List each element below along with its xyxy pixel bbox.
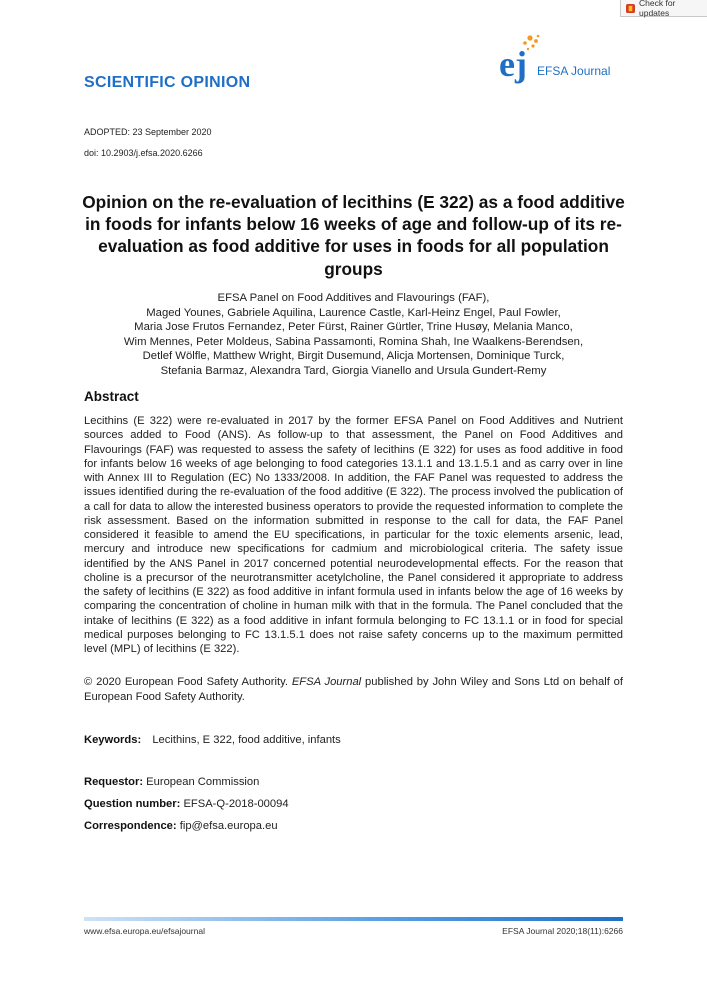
correspondence-label: Correspondence: [84,820,177,832]
copyright-notice [84,675,623,705]
question-number-row [84,798,289,810]
question-number-value: EFSA-Q-2018-00094 [183,798,289,810]
abstract-heading: Abstract [84,389,139,404]
footer-divider [84,917,623,921]
abstract-text: Lecithins (E 322) were re-evaluated in 2017 by the former EFSA Panel on Food Additives and Nutrient sources added to Food (ANS). As follow-up to that assessment, the Panel on Food Additives and Flavourings (FAF) was requested to assess the safety of lecithins (E 322) for uses as food additive in food for infants below 16 weeks of age belonging to food categories 13.1.1 and 13.1.5.1 and as carry over in line with Annex III to Regulation (EC) No 1333/2008. In addition, the FAF Panel was requested to address the issues identified during the re-evaluation of the food additive (E 322). The process involved the publication of a call for data to allow the interested business operators to provide the requested information to complete the risk assessment. Based on the information submitted in response to the call for data, the FAF Panel considered it feasible to amend the EU specifications, in particular for the toxic elements arsenic, lead, mercury and introduce new specifications for cadmium and microbiological criteria. The safety issue identified by the ANS Panel in 2017 concerned potential neurodevelopmental effects. For the reason that choline is a precursor of the neurotransmitter acetylcholine, the Panel considered it appropriate to address the safety of lecithins (E 322) as food additive in infant formula used in infants below the age of 16 weeks by comparing the concentration of choline in human milk with that in the formula. The Panel concluded that the intake of lecithins (E 322) as a food additive in infant formula belonging to FC 13.1.1 or in food for special medical purposes belonging to FC 13.1.5.1 does not raise safety concerns up to the maximum permitted level (MPL) of lecithins (E 322). [84,415,623,655]
correspondence-row [84,820,278,832]
author-line: EFSA Panel on Food Additives and Flavourings (FAF), [217,292,490,304]
requestor-label: Requestor: [84,776,144,788]
requestor-row [84,776,259,788]
section-label: SCIENTIFIC OPINION [84,74,251,91]
copyright-text-end: published by John Wiley and Sons Ltd on behalf of European Food Safety Authority. [84,676,624,703]
efsa-ej-mark-icon [497,32,542,84]
author-list [80,291,627,379]
question-number-label: Question number: [84,798,181,810]
doi: doi: 10.2903/j.efsa.2020.6266 [84,148,203,158]
correspondence-email-link[interactable]: fip@efsa.europa.eu [179,820,278,832]
keywords-row [84,734,341,746]
author-line: Wim Mennes, Peter Moldeus, Sabina Passamonti, Romina Shah, Ine Waalkens-Berendsen, [123,335,584,348]
author-line: Detlef Wölfle, Matthew Wright, Birgit Dusemund, Alicja Mortensen, Dominique Turck, [142,350,565,363]
author-line: Stefania Barmaz, Alexandra Tard, Giorgia Vianello and Ursula Gundert-Remy [160,364,547,377]
copyright-text: © 2020 European Food Safety Authority. [84,676,292,688]
author-line: Maria Jose Frutos Fernandez, Peter Fürst, Rainer Gürtler, Trine Husøy, Melania Manco, [134,321,573,334]
logo-journal-name: EFSA Journal [537,64,611,78]
svg-text:ej: ej [499,44,527,84]
adopted-date: ADOPTED: 23 September 2020 [84,127,212,137]
author-line: Maged Younes, Gabriele Aquilina, Laurence Castle, Karl-Heinz Engel, Paul Fowler, [146,306,561,319]
footer-citation: EFSA Journal 2020;18(11):6266 [502,926,623,936]
check-for-updates-button[interactable] [620,0,707,17]
article-title: Opinion on the re-evaluation of lecithins (E 322) as a food additive in foods for infants below 16 weeks of age and follow-up of its re-evaluation as food additive for uses in foods for all population groups [82,192,625,279]
copyright-journal-name: EFSA Journal [291,676,362,688]
keywords-label: Keywords: [84,734,142,746]
crossmark-icon [626,4,635,13]
keywords-value: Lecithins, E 322, food additive, infants [152,734,341,746]
check-for-updates-label: Check for updates [639,0,676,18]
requestor-value: European Commission [146,776,260,788]
footer-url-link[interactable]: www.efsa.europa.eu/efsajournal [84,926,205,936]
efsa-journal-logo [497,32,627,84]
